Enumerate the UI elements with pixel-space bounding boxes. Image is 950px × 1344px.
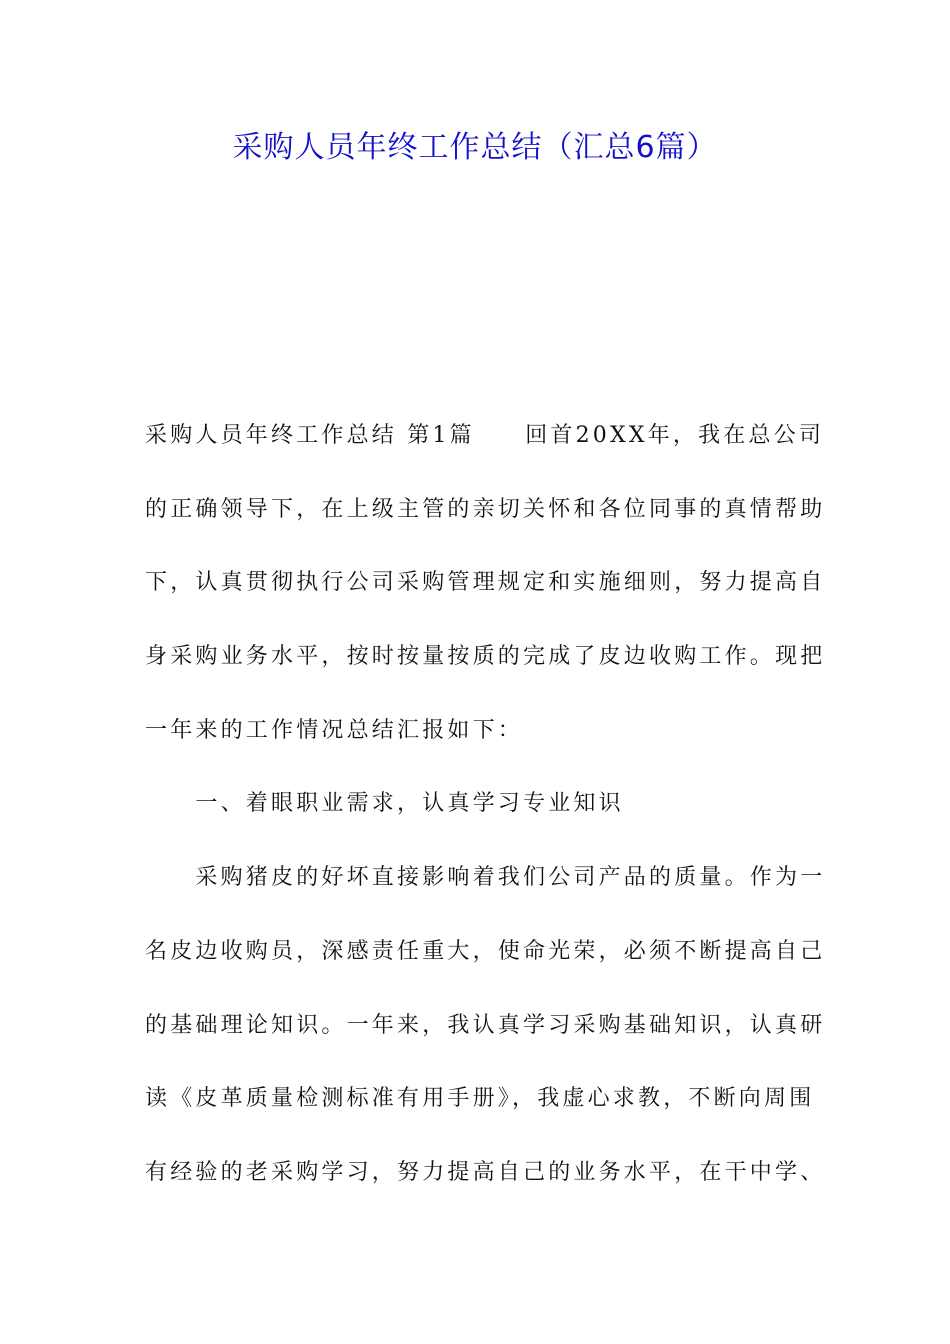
body-line-10: 读《皮革质量检测标准有用手册》，我虚心求教，不断向周围 [145,1086,815,1111]
body-line-4: 身采购业务水平，按时按量按质的完成了皮边收购工作。现把 [145,644,826,669]
document-title: 采购人员年终工作总结（汇总6篇） [232,130,718,165]
body-line-5: 一年来的工作情况总结汇报如下： [145,718,524,743]
body-line-3: 下，认真贯彻执行公司采购管理规定和实施细则，努力提高自 [145,570,826,595]
body-line-2: 的正确领导下，在上级主管的亲切关怀和各位同事的真情帮助 [145,497,826,522]
section-heading: 一、着眼职业需求，认真学习专业知识 [145,791,624,816]
body-line-1: 采购人员年终工作总结 第1篇 回首20XX年，我在总公司 [145,423,825,448]
body-line-11: 有经验的老采购学习，努力提高自己的业务水平，在干中学、 [145,1160,826,1185]
body-line-9: 的基础理论知识。一年来，我认真学习采购基础知识，认真研 [145,1013,826,1038]
body-line-7: 采购猪皮的好坏直接影响着我们公司产品的质量。作为一 [145,865,826,890]
body-line-8: 名皮边收购员，深感责任重大，使命光荣，必须不断提高自己 [145,939,826,964]
